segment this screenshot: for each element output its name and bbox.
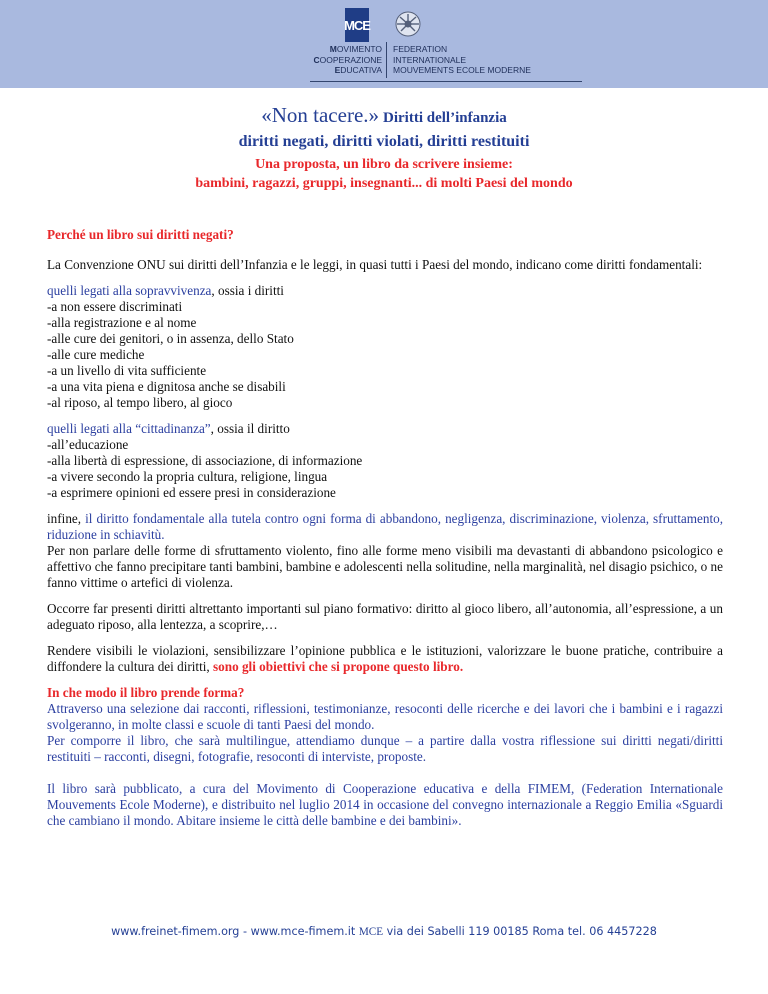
list-item: -a un livello di vita sufficiente — [47, 363, 207, 378]
how-paragraph-2: Per comporre il libro, che sarà multilingue, attendiamo dunque – a partire dalla vostra riflessione sui diritti negati/diritti restituiti – racconti, disegni, fotografie, resoconti di interviste, proposte. — [47, 733, 723, 764]
list-item: -alla registrazione e al nome — [47, 315, 197, 330]
header-divider — [386, 42, 387, 78]
mce-logo: MCE — [345, 8, 369, 42]
mce-org-name: MOVIMENTO COOPERAZIONE EDUCATIVA — [313, 44, 382, 75]
publish-paragraph: Il libro sarà pubblicato, a cura del Movimento di Cooperazione educativa e della FIMEM, (Federation Internationale Mouvements Ecole Moderne), e distribuito nel luglio 2014 in occasione del convegno internazionale a Reggio Emilia «Sguardi che cambiano il mondo. Abitare insieme le città delle bambine e dei bambini». — [47, 781, 723, 828]
list-item: -alle cure mediche — [47, 347, 145, 362]
fimem-logo-icon — [393, 10, 423, 40]
list-item: -alla libertà di espressione, di associazione, di informazione — [47, 453, 363, 468]
list-item: -a non essere discriminati — [47, 299, 183, 314]
page-subtitle: diritti negati, diritti violati, diritti restituiti — [238, 133, 530, 150]
survival-rights: quelli legati alla sopravvivenza, ossia i diritti -a non essere discriminati -alla registrazione e al nome -alle cure dei genitori, o in assenza, dello Stato -alle cure mediche -a un livello di vita sufficiente -a una vita piena e dignitosa anche se disabili -al riposo, al tempo libero, al gioco — [47, 283, 723, 411]
list-item: -a una vita piena e dignitosa anche se disabili — [47, 379, 286, 394]
protection-paragraph: infine, il diritto fondamentale alla tutela contro ogni forma di abbandono, negligenza, discriminazione, violenza, sfruttamento, riduzione in schiavitù. Per non parlare delle forme di sfruttamento violento, fino alle forme meno visibili ma devastanti di abbandono psicologico e affettivo che fanno precipitare tanti bambini, bambine e adolescenti nella solitudine, nella marginalità, nel disagio psichico, o ne fanno vittime o artefici di violenza. — [47, 511, 723, 590]
training-paragraph: Occorre far presenti diritti altrettanto importanti sul piano formativo: diritto al gioco libero, all’autonomia, all’espressione, a un adeguato riposo, alla lentezza, a scoprire,… — [47, 601, 723, 632]
list-item: -a esprimere opinioni ed essere presi in considerazione — [47, 485, 336, 500]
proposal-lines: Una proposta, un libro da scrivere insieme: bambini, ragazzi, gruppi, insegnanti... di molti Paesi del mondo — [195, 157, 573, 191]
list-item: -al riposo, al tempo libero, al gioco — [47, 395, 233, 410]
header-underline — [310, 81, 582, 82]
footer-contacts: www.freinet-fimem.org - www.mce-fimem.it MCE via dei Sabelli 119 00185 Roma tel. 06 4457228 — [111, 925, 657, 938]
question-how: In che modo il libro prende forma? — [47, 685, 245, 700]
logo-group — [300, 6, 580, 84]
list-item: -a vivere secondo la propria cultura, religione, lingua — [47, 469, 328, 484]
list-item: -alle cure dei genitori, o in assenza, dello Stato — [47, 331, 294, 346]
citizenship-rights: quelli legati alla “cittadinanza”, ossia il diritto -all’educazione -alla libertà di espressione, di associazione, di informazione -a vivere secondo la propria cultura, religione, lingua -a esprimere opinioni ed essere presi in considerazione — [47, 421, 723, 501]
page-title: «Non tacere.» Diritti dell’infanzia — [261, 103, 507, 127]
list-item: -all’educazione — [47, 437, 129, 452]
document-body — [47, 227, 723, 829]
goals-paragraph: Rendere visibili le violazioni, sensibilizzare l’opinione pubblica e le istituzioni, valorizzare le buone pratiche, contribuire a diffondere la cultura dei diritti, sono gli obiettivi che si propone questo libro. — [47, 643, 723, 674]
how-paragraph-1: Attraverso una selezione dai racconti, riflessioni, testimonianze, resoconti delle ricerche e dei lavori che i bambini e i ragazzi svolgeranno, in molte classi e scuole di tanti Paesi del mondo. — [47, 701, 723, 732]
fimem-org-name: FEDERATION INTERNATIONALE MOUVEMENTS ECOLE MODERNE — [393, 44, 531, 75]
header-band — [0, 0, 768, 88]
question-why: Perché un libro sui diritti negati? — [47, 227, 234, 242]
intro-paragraph: La Convenzione ONU sui diritti dell’Infanzia e le leggi, in quasi tutti i Paesi del mondo, indicano come diritti fondamentali: — [47, 257, 703, 272]
